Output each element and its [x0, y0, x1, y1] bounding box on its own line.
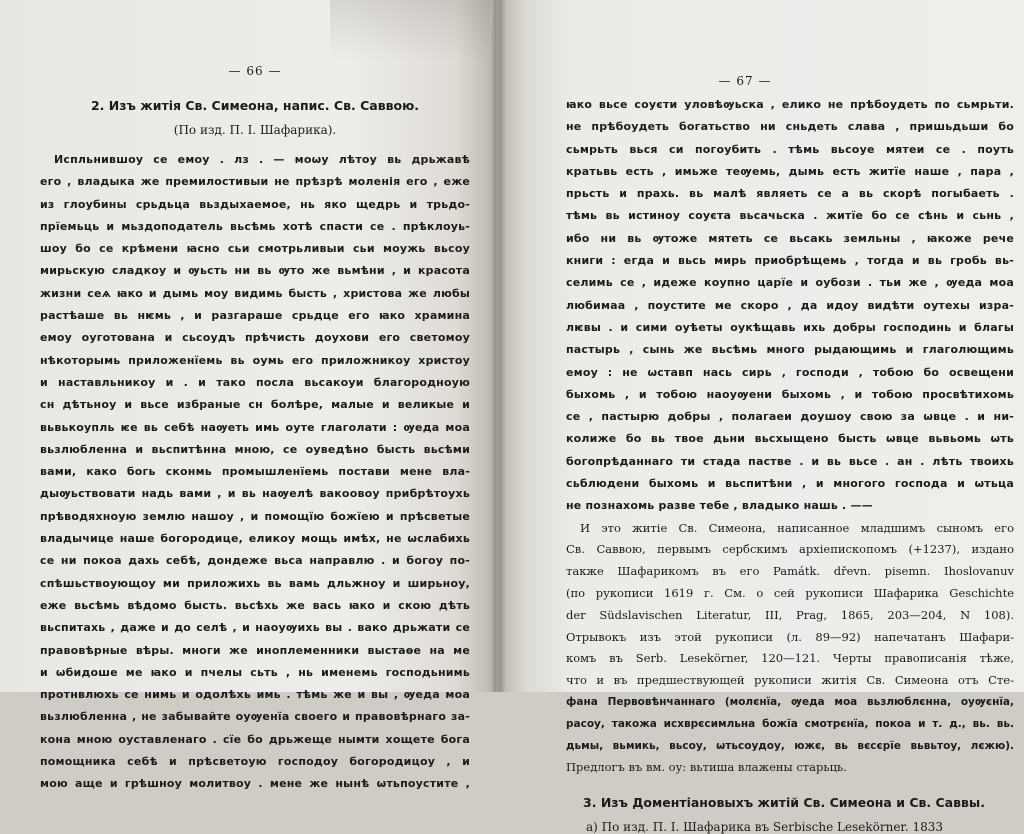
text-line: емоу : не ѡставп нась сирь , господи , тобою бо освещени: [566, 365, 1014, 379]
text-line: der Südslavischen Literatur, III, Prag, 1865, 203—204, N 108).: [566, 607, 1014, 622]
left-text-block: [40, 149, 470, 796]
section-3-title: 3. Изъ Доментіановыхъ житій Св. Симеона и Св. Саввы.: [583, 795, 985, 811]
text-line: не познахомь разве тебе , владыко нашь . ——: [566, 499, 873, 513]
text-line: и наставльникоу и . и тако посла вьсакоуи благородноую: [40, 375, 470, 389]
text-line: пастырь , сынь же вьсѣмь много рыдающимь и глаголющимь: [566, 343, 1014, 357]
text-line: еже вьсѣмь вѣдомо бысть. вьсѣхь же вась ꙗко и скою дѣть: [40, 598, 470, 612]
text-line: прьсть и прахь. вь малѣ являеть се а вь скорѣ погыбаеть .: [566, 187, 1014, 201]
text-line: богопрѣданнаго ти стада пастве . и вь вьсе . ан . лѣть твоихь: [566, 454, 1014, 468]
text-line: растѣаше вь нѥмь , и разгараше срьдце его ꙗко храмина: [40, 309, 470, 323]
text-line: сьблюдени быхомь и вьспитѣни , и многого господа и ѡтьца: [566, 477, 1014, 491]
right-page-number: — 67 —: [718, 74, 772, 88]
left-page: [0, 0, 496, 791]
text-line: Отрывокъ изъ этой рукописи (л. 89—92) напечатанъ Шафари-: [566, 629, 1014, 644]
text-line: вьзлюбленна и вьспитѣнна мною, се оуведѣно бысть вьсѣми: [40, 442, 470, 456]
text-line: его , владыка же премилостивыи не прѣзрѣ моленія его , еже: [40, 175, 470, 189]
text-line: правовѣрные вѣры. многи же иноплеменники выстаѳе на ме: [40, 643, 470, 657]
right-cs-text-block: [566, 94, 1014, 518]
section-2-title: 2. Изъ житія Св. Симеона, напис. Св. Саввою.: [90, 98, 420, 113]
text-line: вьспитахь , даже и до селѣ , и наоуѹихь вы . вако дрьжати се: [40, 621, 470, 635]
text-line: вьвькоупль ѥе вь себѣ наѹеть имь оуте глаголати : ѹеда моа: [40, 420, 470, 434]
text-line: селимь се , идеже коупно царїе и оубози . тьи же , ѹеда моа: [566, 276, 1014, 290]
text-line: спѣшьствоующоу ми приложихь вь вамь дльжноу и ширьноу,: [40, 576, 470, 590]
text-line: се ни покоа дахь себѣ, дондеже вьса направлю . и богоу по-: [40, 554, 470, 568]
text-line: Предлогъ въ вм. оу: вьтиша влажены старьць.: [566, 760, 847, 775]
text-line: се , пастырю добры , полагаеи доушоу свою за ѡвце . и ни-: [566, 410, 1014, 424]
text-line: Испльнившоу се емоу . лз . — моѡу лѣтоу вь дрьжавѣ: [54, 153, 470, 166]
page-shadow: [330, 0, 490, 60]
text-line: любимаа , поустите ме скоро , да идоу видѣти оутехы изра-: [566, 298, 1014, 312]
text-line: помощника себѣ и прѣсветоую господоу богородицоу , и: [40, 755, 470, 769]
text-line: кона мною оуставленаго . сїе бо дрьжеще нымти хощете бога: [40, 732, 470, 746]
text-line: также Шафарикомъ въ его Památk. dřevn. pisemn. Ihoslovanuv: [566, 564, 1014, 579]
text-line: дьмы, вьмикь, вьсоу, ѡтьсоудоу, южє, вь вєсєрїе вьвьтоу, лєжю).: [566, 739, 1014, 752]
source-note: (По изд. П. І. Шафарика).: [173, 123, 337, 137]
left-page-number: — 66 —: [228, 64, 282, 78]
text-line: сн дѣтьноу и вьсе избраные сн болѣре, малые и великые и: [40, 398, 470, 412]
text-line: жизни сеѧ ꙗко и дымь моу видимь бысть , христова же любы: [40, 286, 470, 300]
cutoff-line: а) По изд. П. І. Шафарика въ Serbische Lesekörner. 1833: [586, 820, 944, 834]
text-line: тѣмь вь истиноу соуєта вьсачьска . житїе бо се сѣнь и сьнь ,: [566, 209, 1014, 223]
text-line: что и въ предшествующей рукописи житія Св. Симеона отъ Сте-: [566, 673, 1014, 688]
text-line: емоу оуготована и сьсоудъ прѣчисть доухови его светомоу: [40, 331, 470, 345]
text-line: фана Первовѣнчаннаго (молєнїа, ѹеда моа вьзлюблєнна, оуѹєнїа,: [566, 696, 1014, 709]
right-page: [500, 0, 1024, 834]
text-line: быхомь , и тобою наоуѹени быхомь , и тобою просвѣтихомь: [566, 387, 1014, 401]
text-line: колиже бо вь твое дьни вьсхыщено бысть ѡвце вьвьомь ѡть: [566, 432, 1014, 446]
text-line: прѣводяхноую землю нашоу , и помощїю божїею и прѣсветые: [40, 509, 470, 523]
text-line: из глоубины срьдьца вьздыхаемое, нь яко щедрь и трьдо-: [40, 197, 470, 211]
text-line: дыѹьствовати надь вами , и вь наѹелѣ вакоовоу прибрѣтоухь: [40, 487, 470, 501]
text-line: мою аще и грѣшноу молитвоу . мене же нынѣ ѡтьпоустите ,: [40, 777, 470, 791]
text-line: книги : егда и вьсь мирь приобрѣщемь , тогда и вь гробь вь-: [566, 254, 1014, 268]
text-line: и ѡбидоше ме ꙗко и пчелы сьть , нь именемь господьнимь: [40, 665, 470, 679]
text-line: И это житіе Св. Симеона, написанное младшимъ сыномъ его: [580, 520, 1014, 535]
text-line: расоу, такожа исхврєсимльна божїа смотрєнїа, покоа и т. д., вь. вь.: [566, 717, 1014, 730]
text-line: Св. Саввою, первымъ сербскимъ архіепископомъ (+1237), издано: [566, 542, 1014, 557]
text-line: (по рукописи 1619 г. См. о сей рукописи Шафарика Geschichte: [566, 586, 1014, 601]
text-line: прїемьць и мьздоподатель вьсѣмь хотѣ спасти се . прѣклоуь-: [40, 219, 470, 233]
text-line: сьмрьть вься си погоубить . тѣмь вьсоуе мятеи се . поуть: [566, 142, 1014, 156]
text-line: ꙗко вьсе соуєти уловѣѹьска , елико не прѣбоудеть по сьмрьти.: [566, 98, 1014, 111]
text-line: владычице наше богородице, еликоу мощь имѣх, не ѡслабихь: [40, 532, 470, 546]
text-line: протнвлюхь се нимь и одолѣхь имь . тѣмь же и вы , ѹеда моа: [40, 688, 470, 702]
text-line: вами, како богь сконмь промышленїемь постави мене вла-: [40, 465, 470, 479]
right-commentary-block: [566, 518, 1014, 780]
text-line: нѣкоторымь приложенїемь вь оумь его приложникоу христоу: [40, 353, 470, 367]
text-line: кратьвь есть , имьже теѹемь, дымь есть житїе наше , пара ,: [566, 164, 1014, 178]
text-line: лѥвы . и сими оуѣеты оукѣщавь ихь добры господинь и благы: [566, 320, 1014, 334]
book-gutter: [490, 0, 506, 692]
text-line: не прѣбоудеть богатьство ни сньдеть слава , пришьдьши бо: [566, 120, 1014, 134]
text-line: комъ въ Serb. Lesekörner, 120—121. Черты правописанія тѣже,: [566, 651, 1014, 666]
text-line: мирьскую сладкоу и ѹьсть ни вь ѹто же вьмѣни , и красота: [40, 264, 470, 278]
text-line: шоу бо се крѣмени ꙗсно сьи смотрьливыи сьи моужь вьсоу: [40, 242, 470, 256]
text-line: ибо ни вь ѹтоже мятеть се вьсакь земльны , ꙗкоже рече: [566, 231, 1014, 245]
text-line: вьзлюбленна , не забывайте оуѹенїа своего и правовѣрнаго за-: [40, 710, 470, 724]
